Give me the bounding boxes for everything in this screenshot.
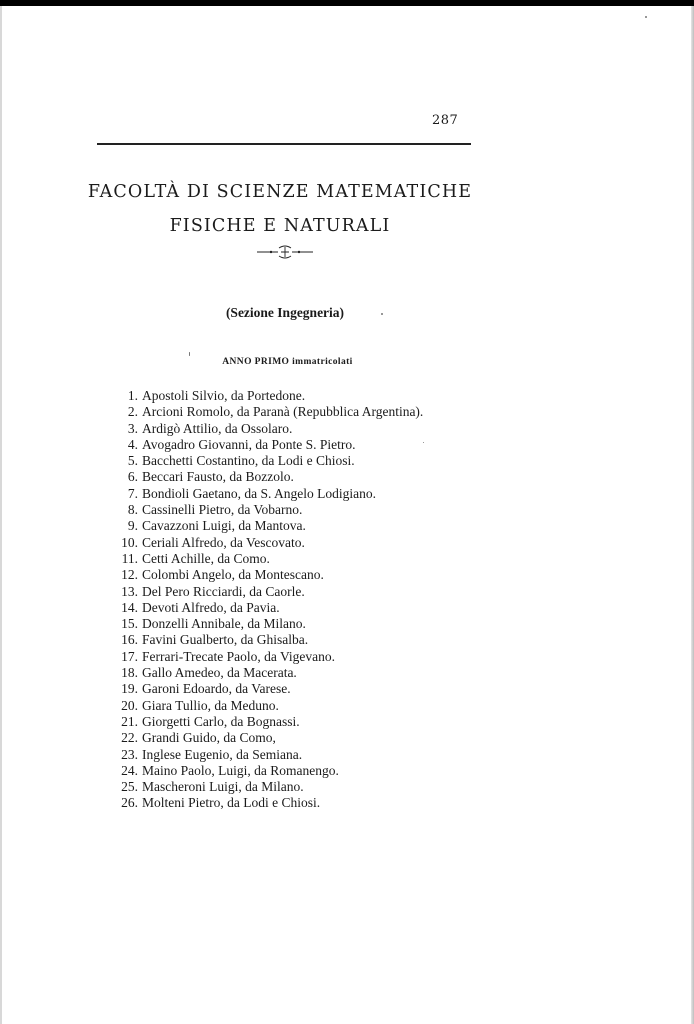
list-item-number: 24. [121, 762, 138, 778]
list-item-text: Arcioni Romolo, da Paranà (Repubblica Argentina). [142, 404, 424, 420]
list-item-number: 5. [127, 453, 138, 469]
list-item [110, 388, 423, 404]
list-item-text: Cetti Achille, da Como. [142, 550, 270, 566]
list-item-text: Favini Gualberto, da Ghisalba. [142, 632, 309, 648]
list-item-text: Molteni Pietro, da Lodi e Chiosi. [142, 795, 321, 811]
list-item-number: 10. [121, 534, 138, 550]
list-item-text: Ardigò Attilio, da Ossolaro. [142, 420, 293, 436]
list-item [110, 502, 423, 518]
list-item-number: 15. [121, 616, 138, 632]
list-item [110, 535, 423, 551]
section-heading: (Sezione Ingegneria) [225, 305, 345, 320]
scan-top-edge [0, 0, 694, 6]
scan-speck [189, 352, 190, 356]
list-item [110, 779, 423, 795]
list-item [110, 453, 423, 469]
list-item-text: Cavazzoni Luigi, da Mantova. [142, 518, 306, 534]
list-item [110, 747, 423, 763]
list-item-text: Ferrari-Trecate Paolo, da Vigevano. [142, 648, 336, 664]
list-item-number: 25. [121, 779, 138, 795]
list-item-number: 4. [127, 436, 138, 452]
list-item-number: 12. [121, 567, 138, 583]
list-item-text: Giorgetti Carlo, da Bognassi. [142, 713, 300, 729]
list-item-text: Grandi Guido, da Como, [142, 730, 276, 746]
list-item [110, 665, 423, 681]
list-item-number: 20. [121, 697, 138, 713]
list-item-number: 18. [121, 665, 138, 681]
list-item-text: Cassinelli Pietro, da Vobarno. [142, 502, 303, 518]
list-item-number: 6. [127, 469, 138, 485]
list-item-number: 17. [121, 648, 138, 664]
list-item-number: 26. [121, 795, 138, 811]
list-item [110, 437, 423, 453]
list-item [110, 763, 423, 779]
list-item-number: 3. [127, 420, 138, 436]
scan-speck [423, 442, 424, 443]
student-list [110, 388, 423, 812]
list-item [110, 486, 423, 502]
list-item [110, 584, 423, 600]
list-item-text: Apostoli Silvio, da Portedone. [142, 388, 306, 403]
list-item [110, 600, 423, 616]
list-item-text: Inglese Eugenio, da Semiana. [142, 746, 303, 762]
list-item-text: Del Pero Ricciardi, da Caorle. [142, 583, 305, 599]
list-item-number: 23. [121, 746, 138, 762]
faculty-title-line-2: FISICHE E NATURALI [169, 216, 391, 236]
scan-speck [381, 313, 383, 315]
list-item [110, 714, 423, 730]
list-item [110, 795, 423, 811]
list-item-number: 16. [121, 632, 138, 648]
header-rule [97, 143, 471, 145]
list-item-number: 13. [121, 583, 138, 599]
list-item-text: Devoti Alfredo, da Pavia. [142, 599, 280, 615]
page-number: 287 [432, 113, 459, 128]
list-item-number: 11. [121, 550, 138, 566]
list-item-number: 9. [127, 518, 138, 534]
list-item-number: 2. [127, 404, 138, 420]
year-heading: ANNO PRIMO immatricolati [222, 357, 353, 367]
scan-speck [645, 16, 647, 18]
list-item-text: Ceriali Alfredo, da Vescovato. [142, 534, 305, 550]
list-item-text: Avogadro Giovanni, da Ponte S. Pietro. [142, 436, 356, 452]
list-item-number: 7. [127, 485, 138, 501]
list-item-text: Garoni Edoardo, da Varese. [142, 681, 291, 697]
list-item [110, 730, 423, 746]
list-item-number: 19. [121, 681, 138, 697]
faculty-title-line-1: FACOLTÀ DI SCIENZE MATEMATICHE [87, 182, 473, 202]
list-item-text: Gallo Amedeo, da Macerata. [142, 665, 297, 681]
list-item-text: Colombi Angelo, da Montescano. [142, 567, 324, 583]
list-item-text: Beccari Fausto, da Bozzolo. [142, 469, 294, 485]
list-item-number: 8. [127, 502, 138, 518]
list-item [110, 681, 423, 697]
list-item-text: Bondioli Gaetano, da S. Angelo Lodigiano. [142, 485, 376, 501]
list-item [110, 616, 423, 632]
list-item-text: Donzelli Annibale, da Milano. [142, 616, 306, 632]
list-item [110, 404, 423, 420]
list-item-text: Maino Paolo, Luigi, da Romanengo. [142, 762, 339, 778]
list-item-number: 1. [127, 388, 138, 403]
list-item-number: 22. [121, 730, 138, 746]
list-item [110, 469, 423, 485]
list-item [110, 649, 423, 665]
list-item-number: 21. [121, 713, 138, 729]
list-item [110, 421, 423, 437]
list-item-text: Bacchetti Costantino, da Lodi e Chiosi. [142, 453, 355, 469]
list-item [110, 632, 423, 648]
list-item [110, 698, 423, 714]
list-item [110, 518, 423, 534]
scan-left-edge [0, 6, 2, 1024]
list-item [110, 551, 423, 567]
ornament-divider [257, 244, 313, 260]
list-item-text: Mascheroni Luigi, da Milano. [142, 779, 304, 795]
list-item [110, 567, 423, 583]
list-item-text: Giara Tullio, da Meduno. [142, 697, 279, 713]
list-item-number: 14. [121, 599, 138, 615]
